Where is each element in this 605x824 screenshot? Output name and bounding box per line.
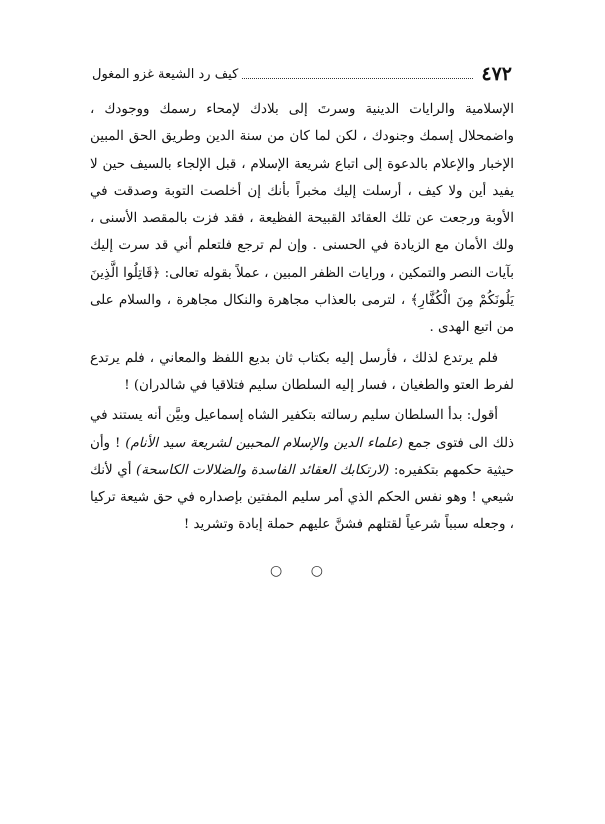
quoted-phrase-scholars: (علماء الدين والإسلام المحبين لشريعة سيد الأنام) [125,435,403,451]
letter-text: الإسلامية والرايات الدينية وسرتَ إلى بلادك لإمحاء رسمك ووجودك ، واضمحلال إسمك وجنودك ، لكن لما كان من سنة الدين وطريق الحق المبين الإخبار والإعلام بالدعوة إلى اتباع شريعة الإسلام ، قبل الإلجاء بالسيف حين لا يفيد أين ولا كيف ، أرسلت إليك مخبراً بأنك إن أخلصت التوبة وصدقت في الأوبة ورجعت عن تلك العقائد القبيحة الفظيعة ، فقد فزت بالمقصد الأسنى ، ولك الأمان مع الزيادة في الحسنى . وإن لم ترجع فلتعلم أني قد سرت إليك بآيات النصر والتمكين ، ورايات الظفر المبين ، عملاً بقوله تعالى: [90,102,514,281]
running-title: كيف رد الشيعة غزو المغول [92,67,239,82]
page-header [92,58,512,84]
paragraph-narration: فلم يرتدع لذلك ، فأرسل إليه بكتاب ثان بديع اللفظ والمعاني ، فلم يرتدع لفرط العتو والطغيان ، فسار إليه السلطان سليم فتلاقيا في شالدران) ! [90,350,514,393]
letter-text-end: ، لترمى بالعذاب مجاهرة والنكال مجاهرة ، والسلام على من اتبع الهدى . [90,293,514,336]
section-separator: ○ ○ [270,563,335,579]
commentary-text: أقول: بدأ السلطان سليم رسالته بتكفير الشاه إسماعيل وبيَّن أنه يستند في ذلك الى فتوى جمع [90,408,514,451]
commentary-text: ! وأن حيثية حكمهم بتكفيره: [90,435,514,478]
paragraph-commentary [90,402,514,538]
commentary-text-end: أي لأنك شيعي ! وهو نفس الحكم الذي أمر سليم المفتين بإصداره في حق شيعة تركيا ، وجعله سبباً شرعياً لقتلهم فشنَّ عليهم حملة إبادة وتشريد ! [90,462,514,533]
page-body [90,96,514,539]
page-number: ٤٧٢ [481,63,512,85]
quoted-phrase-beliefs: (لارتكابك العقائد الفاسدة والضلالات الكاسحة) [136,462,390,478]
header-dotted-leader [242,78,473,79]
paragraph-letter-continuation [90,96,514,342]
quran-verse: ﴿قَاتِلُوا الَّذِينَ يَلُونَكُمْ مِنَ الْكُفَّارِ﴾ [90,265,515,309]
